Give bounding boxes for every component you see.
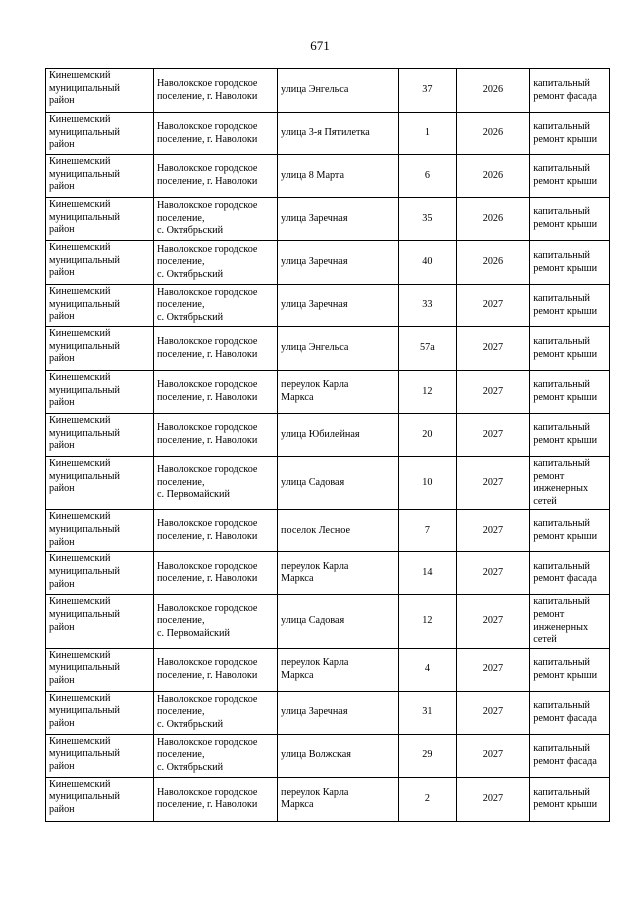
work-type-text: капитальный ремонт крыши [533, 518, 598, 542]
year-text: 2027 [482, 476, 504, 488]
district-cell [46, 734, 154, 777]
street-text: улица Энгельса [281, 342, 349, 354]
year-cell [456, 734, 530, 777]
work-type-text: капитальный ремонт фасада [533, 560, 597, 585]
district-cell [46, 285, 154, 327]
work-type-cell [530, 648, 610, 691]
table-row [46, 371, 610, 414]
district-cell [46, 552, 154, 595]
district-cell [46, 414, 154, 457]
district-text: Кинешемский муниципальный район [49, 649, 120, 686]
table-row [46, 69, 610, 113]
year-cell [456, 371, 530, 414]
settlement-cell [153, 691, 277, 734]
year-cell [456, 552, 530, 595]
district-text: Кинешемский муниципальный район [49, 692, 120, 729]
district-cell [46, 155, 154, 198]
house-number-cell [399, 113, 457, 155]
house-number-text: 12 [422, 385, 433, 397]
year-cell [456, 113, 530, 155]
year-cell [456, 595, 530, 648]
year-text: 2027 [482, 385, 504, 397]
table-row [46, 510, 610, 552]
work-type-text: капитальный ремонт крыши [533, 206, 598, 230]
settlement-text: Наволокское городское поселение, с. Октябрьский [156, 286, 258, 323]
settlement-text: Наволокское городское поселение, г. Наволоки [156, 120, 258, 145]
street-text: улица Заречная [281, 212, 348, 224]
settlement-text: Наволокское городское поселение, г. Наволоки [156, 657, 258, 681]
street-text: улица Заречная [281, 299, 348, 311]
settlement-cell [153, 648, 277, 691]
settlement-cell [153, 595, 277, 648]
district-text: Кинешемский муниципальный район [49, 114, 120, 151]
district-text: Кинешемский муниципальный район [49, 458, 120, 495]
work-type-cell [530, 414, 610, 457]
house-number-cell [399, 734, 457, 777]
settlement-cell [153, 457, 277, 510]
house-number-cell [399, 552, 457, 595]
street-cell [278, 414, 399, 457]
year-text: 2026 [482, 127, 504, 139]
year-text: 2027 [482, 567, 504, 579]
street-text: улица Заречная [281, 706, 348, 718]
street-cell [278, 285, 399, 327]
table-row [46, 327, 610, 371]
house-number-cell [399, 510, 457, 552]
year-cell [456, 691, 530, 734]
house-number-text: 6 [424, 169, 430, 181]
year-cell [456, 241, 530, 285]
house-number-text: 7 [424, 524, 430, 536]
street-cell [278, 241, 399, 285]
district-text: Кинешемский муниципальный район [49, 778, 120, 815]
settlement-cell [153, 285, 277, 327]
district-text: Кинешемский муниципальный район [49, 596, 120, 633]
street-cell [278, 155, 399, 198]
house-number-text: 31 [422, 706, 433, 718]
house-number-cell [399, 69, 457, 113]
street-cell [278, 552, 399, 595]
year-text: 2027 [482, 299, 504, 311]
year-text: 2027 [482, 706, 504, 718]
table-row [46, 414, 610, 457]
district-cell [46, 777, 154, 821]
table-body [46, 69, 610, 822]
district-text: Кинешемский муниципальный район [49, 735, 120, 772]
settlement-text: Наволокское городское поселение, г. Наволоки [156, 163, 258, 187]
work-type-text: капитальный ремонт крыши [533, 335, 598, 360]
year-text: 2026 [482, 256, 504, 268]
settlement-text: Наволокское городское поселение, г. Наволоки [156, 518, 258, 542]
house-number-cell [399, 457, 457, 510]
work-type-cell [530, 734, 610, 777]
settlement-text: Наволокское городское поселение, г. Наволоки [156, 422, 258, 446]
house-number-text: 14 [422, 567, 433, 579]
street-cell [278, 691, 399, 734]
street-text: поселок Лесное [281, 524, 351, 536]
settlement-text: Наволокское городское поселение, с. Первомайский [156, 464, 258, 501]
street-cell [278, 327, 399, 371]
street-text: переулок Карла Маркса [281, 560, 349, 585]
house-number-text: 57а [420, 342, 435, 354]
settlement-cell [153, 327, 277, 371]
settlement-text: Наволокское городское поселение, г. Наволоки [156, 560, 258, 585]
settlement-text: Наволокское городское поселение, г. Наволоки [156, 77, 258, 102]
house-number-text: 12 [422, 615, 433, 627]
district-text: Кинешемский муниципальный район [49, 156, 120, 193]
year-text: 2027 [482, 428, 504, 440]
year-cell [456, 69, 530, 113]
district-cell [46, 113, 154, 155]
street-text: улица Энгельса [281, 84, 349, 96]
settlement-text: Наволокское городское поселение, с. Октябрьский [156, 736, 258, 774]
house-number-text: 33 [422, 299, 433, 311]
settlement-text: Наволокское городское поселение, с. Октябрьский [156, 693, 258, 731]
district-cell [46, 691, 154, 734]
work-type-text: капитальный ремонт крыши [533, 292, 598, 317]
year-text: 2026 [482, 169, 504, 181]
work-type-cell [530, 113, 610, 155]
district-cell [46, 457, 154, 510]
settlement-cell [153, 371, 277, 414]
table-row [46, 113, 610, 155]
settlement-cell [153, 198, 277, 241]
house-number-cell [399, 241, 457, 285]
year-cell [456, 457, 530, 510]
table-row [46, 285, 610, 327]
district-cell [46, 648, 154, 691]
year-text: 2027 [482, 749, 504, 761]
street-text: улица Заречная [281, 256, 348, 268]
street-cell [278, 734, 399, 777]
street-text: улица 3-я Пятилетка [281, 127, 370, 139]
street-text: улица Садовая [281, 476, 345, 488]
house-number-cell [399, 285, 457, 327]
settlement-text: Наволокское городское поселение, с. Октябрьский [156, 200, 258, 237]
district-text: Кинешемский муниципальный район [49, 511, 120, 548]
work-type-cell [530, 285, 610, 327]
work-type-cell [530, 595, 610, 648]
street-cell [278, 510, 399, 552]
district-cell [46, 510, 154, 552]
year-text: 2027 [482, 792, 504, 804]
year-text: 2027 [482, 615, 504, 627]
settlement-cell [153, 69, 277, 113]
district-text: Кинешемский муниципальный район [49, 415, 120, 452]
work-type-text: капитальный ремонт фасада [533, 743, 597, 767]
year-cell [456, 198, 530, 241]
year-cell [456, 155, 530, 198]
work-type-text: капитальный ремонт инженерных сетей [533, 458, 591, 507]
table-row [46, 241, 610, 285]
work-type-text: капитальный ремонт крыши [533, 786, 598, 811]
year-cell [456, 285, 530, 327]
district-text: Кинешемский муниципальный район [49, 286, 120, 323]
work-type-cell [530, 241, 610, 285]
house-number-cell [399, 777, 457, 821]
year-text: 2026 [482, 84, 504, 96]
work-type-text: капитальный ремонт крыши [533, 379, 598, 403]
settlement-text: Наволокское городское поселение, с. Первомайский [156, 602, 258, 639]
house-number-text: 37 [422, 84, 433, 96]
district-cell [46, 371, 154, 414]
house-number-text: 10 [422, 476, 433, 488]
district-text: Кинешемский муниципальный район [49, 199, 120, 236]
house-number-text: 1 [424, 127, 430, 139]
table-row [46, 595, 610, 648]
district-cell [46, 198, 154, 241]
work-type-cell [530, 198, 610, 241]
work-type-cell [530, 327, 610, 371]
settlement-text: Наволокское городское поселение, г. Наволоки [156, 379, 258, 403]
work-type-cell [530, 69, 610, 113]
street-cell [278, 371, 399, 414]
street-text: переулок Карла Маркса [281, 379, 349, 403]
work-type-cell [530, 510, 610, 552]
house-number-text: 35 [422, 212, 433, 224]
settlement-cell [153, 734, 277, 777]
settlement-text: Наволокское городское поселение, г. Наволоки [156, 786, 258, 811]
year-text: 2026 [482, 212, 504, 224]
house-number-text: 40 [422, 256, 433, 268]
house-number-cell [399, 155, 457, 198]
work-type-text: капитальный ремонт крыши [533, 120, 598, 145]
work-type-text: капитальный ремонт крыши [533, 163, 598, 187]
street-cell [278, 198, 399, 241]
house-number-cell [399, 371, 457, 414]
year-text: 2027 [482, 342, 504, 354]
table-row [46, 777, 610, 821]
house-number-text: 4 [424, 663, 430, 675]
street-text: улица 8 Марта [281, 169, 345, 181]
street-cell [278, 457, 399, 510]
house-number-cell [399, 414, 457, 457]
street-cell [278, 777, 399, 821]
settlement-text: Наволокское городское поселение, с. Октябрьский [156, 243, 258, 280]
district-text: Кинешемский муниципальный район [49, 328, 120, 365]
house-number-cell [399, 691, 457, 734]
district-text: Кинешемский муниципальный район [49, 70, 120, 107]
settlement-cell [153, 777, 277, 821]
work-type-text: капитальный ремонт крыши [533, 249, 598, 274]
work-type-cell [530, 691, 610, 734]
district-text: Кинешемский муниципальный район [49, 242, 120, 279]
street-text: переулок Карла Маркса [281, 786, 349, 811]
street-text: переулок Карла Маркса [281, 657, 349, 681]
table-row [46, 552, 610, 595]
street-cell [278, 595, 399, 648]
table-row [46, 155, 610, 198]
settlement-cell [153, 414, 277, 457]
house-number-cell [399, 648, 457, 691]
table-row [46, 734, 610, 777]
table-row [46, 648, 610, 691]
work-type-cell [530, 457, 610, 510]
work-type-text: капитальный ремонт инженерных сетей [533, 596, 591, 646]
street-text: улица Юбилейная [281, 428, 360, 440]
house-number-text: 20 [422, 428, 433, 440]
street-text: улица Волжская [281, 749, 351, 761]
year-cell [456, 327, 530, 371]
work-type-text: капитальный ремонт фасада [533, 700, 597, 724]
year-cell [456, 414, 530, 457]
year-cell [456, 777, 530, 821]
page-number: 671 [310, 38, 330, 53]
table-row [46, 457, 610, 510]
house-number-cell [399, 198, 457, 241]
work-type-text: капитальный ремонт крыши [533, 657, 598, 681]
street-text: улица Садовая [281, 615, 345, 627]
work-type-text: капитальный ремонт крыши [533, 422, 598, 446]
street-cell [278, 113, 399, 155]
settlement-cell [153, 241, 277, 285]
work-type-text: капитальный ремонт фасада [533, 77, 597, 102]
table-row [46, 198, 610, 241]
year-cell [456, 648, 530, 691]
house-number-cell [399, 595, 457, 648]
house-number-text: 29 [422, 749, 433, 761]
district-cell [46, 241, 154, 285]
district-cell [46, 69, 154, 113]
settlement-cell [153, 552, 277, 595]
work-type-cell [530, 777, 610, 821]
street-cell [278, 69, 399, 113]
work-type-cell [530, 155, 610, 198]
house-number-text: 2 [424, 792, 430, 804]
work-type-cell [530, 371, 610, 414]
house-number-cell [399, 327, 457, 371]
settlement-cell [153, 113, 277, 155]
district-text: Кинешемский муниципальный район [49, 553, 120, 590]
settlement-cell [153, 510, 277, 552]
year-text: 2027 [482, 524, 504, 536]
district-text: Кинешемский муниципальный район [49, 372, 120, 409]
housing-repair-table [45, 68, 610, 822]
district-cell [46, 595, 154, 648]
work-type-cell [530, 552, 610, 595]
year-cell [456, 510, 530, 552]
settlement-cell [153, 155, 277, 198]
year-text: 2027 [482, 663, 504, 675]
settlement-text: Наволокское городское поселение, г. Наволоки [156, 335, 258, 360]
street-cell [278, 648, 399, 691]
table-row [46, 691, 610, 734]
district-cell [46, 327, 154, 371]
